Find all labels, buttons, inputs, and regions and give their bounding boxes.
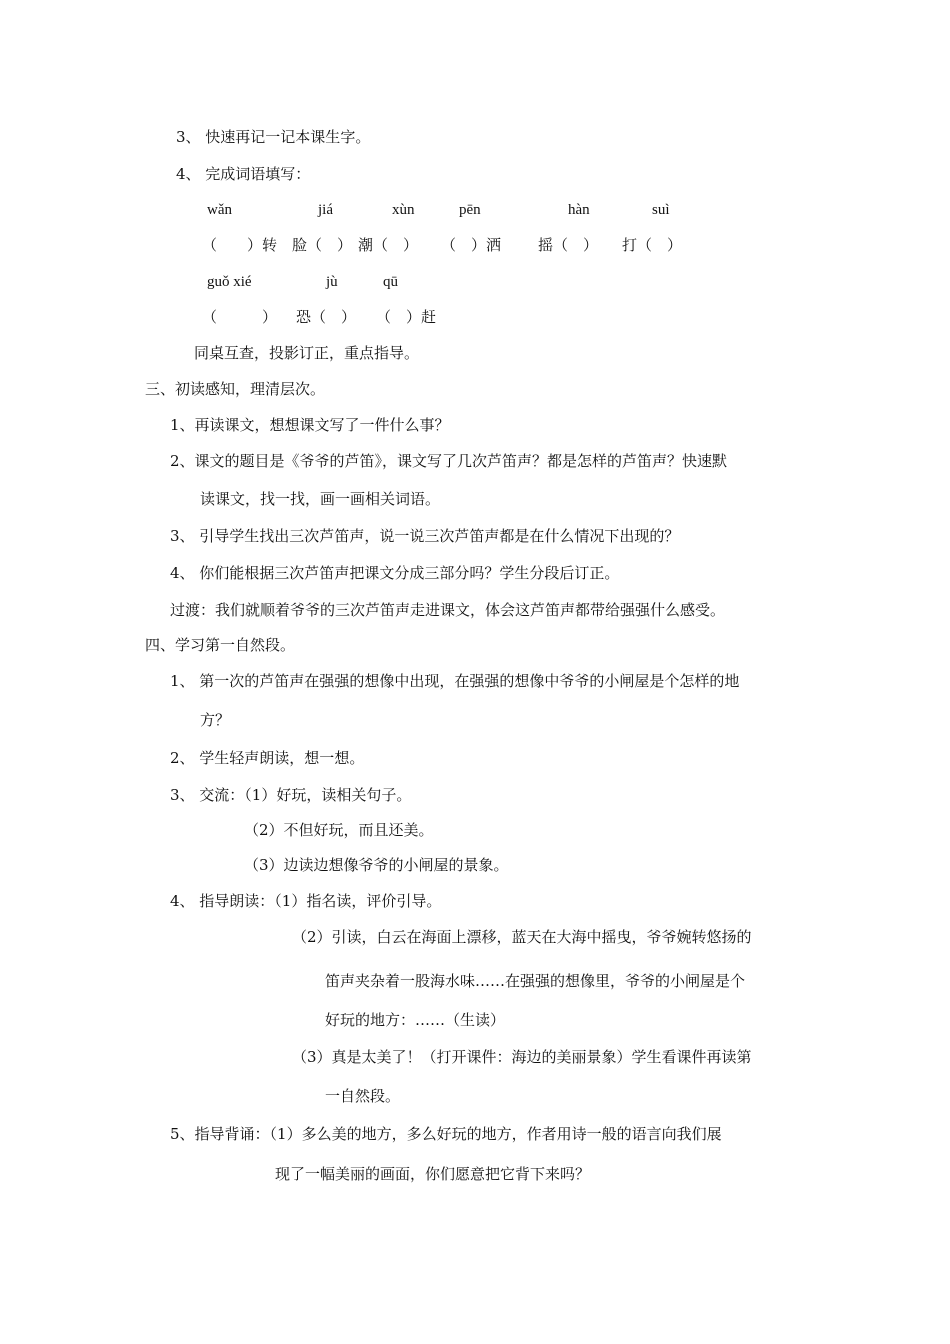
section-4-item-5-cont: 现了一幅美丽的画面，你们愿意把它背下来吗？ — [275, 1165, 591, 1183]
word-blank: 潮（ ） — [358, 236, 419, 254]
peer-check-note: 同桌互查，投影订正，重点指导。 — [194, 344, 420, 362]
pinyin: jù — [326, 274, 338, 290]
section-4-item-4-sub-3: （3）真是太美了！（打开课件：海边的美丽景象）学生看课件再读第 — [292, 1048, 752, 1066]
section-4-item-4-sub-2-cont: 笛声夹杂着一股海水味……在强强的想像里，爷爷的小闸屋是个 — [325, 972, 746, 990]
pinyin: qū — [383, 274, 398, 290]
word-blank: （ ）转 脸（ ） — [202, 236, 353, 254]
word-blank: （ ） — [202, 308, 278, 326]
pinyin: wǎn — [207, 202, 232, 218]
section-3-item-3: 3、 引导学生找出三次芦笛声，说一说三次芦笛声都是在什么情况下出现的？ — [170, 527, 680, 545]
pinyin: pēn — [459, 202, 481, 218]
section-3-item-4: 4、 你们能根据三次芦笛声把课文分成三部分吗？学生分段后订正。 — [170, 564, 620, 582]
section-4-item-4-sub-3-cont: 一自然段。 — [325, 1087, 401, 1105]
word-blank: 恐（ ） — [296, 308, 357, 326]
item-4-fill-words: 4、 完成词语填写： — [176, 165, 311, 183]
word-blank: （ ）洒 — [441, 236, 502, 254]
section-4-heading: 四、学习第一自然段。 — [145, 636, 296, 654]
section-3-item-1: 1、再读课文，想想课文写了一件什么事？ — [170, 416, 450, 434]
word-blank: 打（ ） — [622, 236, 683, 254]
section-4-item-1: 1、 第一次的芦笛声在强强的想像中出现，在强强的想像中爷爷的小闸屋是个怎样的地 — [170, 672, 740, 690]
word-blank: （ ）赶 — [376, 308, 437, 326]
section-4-item-4: 4、 指导朗读：（1）指名读，评价引导。 — [170, 892, 442, 910]
section-4-item-3: 3、 交流：（1）好玩，读相关句子。 — [170, 786, 412, 804]
section-4-item-3-sub-2: （2）不但好玩，而且还美。 — [244, 821, 434, 839]
section-3-heading: 三、初读感知，理清层次。 — [145, 380, 326, 398]
section-4-item-1-cont: 方？ — [200, 711, 231, 729]
section-4-item-4-sub-2: （2）引读，白云在海面上漂移，蓝天在大海中摇曳，爷爷婉转悠扬的 — [292, 928, 752, 946]
pinyin: jiá — [318, 202, 333, 218]
section-4-item-2: 2、 学生轻声朗读，想一想。 — [170, 749, 365, 767]
section-4-item-3-sub-3: （3）边读边想像爷爷的小闸屋的景象。 — [244, 856, 509, 874]
pinyin: hàn — [568, 202, 590, 218]
item-3-review: 3、 快速再记一记本课生字。 — [176, 128, 371, 146]
pinyin: suì — [652, 202, 670, 218]
section-4-item-5: 5、指导背诵：（1）多么美的地方，多么好玩的地方，作者用诗一般的语言向我们展 — [170, 1125, 722, 1143]
transition-note: 过渡：我们就顺着爷爷的三次芦笛声走进课文，体会这芦笛声都带给强强什么感受。 — [170, 601, 726, 619]
section-3-item-2-cont: 读课文，找一找，画一画相关词语。 — [200, 490, 441, 508]
word-blank: 摇（ ） — [538, 236, 599, 254]
pinyin: guǒ xié — [207, 274, 252, 290]
pinyin: xùn — [392, 202, 415, 218]
section-3-item-2: 2、课文的题目是《爷爷的芦笛》，课文写了几次芦笛声？都是怎样的芦笛声？快速默 — [170, 452, 728, 470]
section-4-item-4-sub-2-cont: 好玩的地方：……（生读） — [325, 1011, 506, 1029]
